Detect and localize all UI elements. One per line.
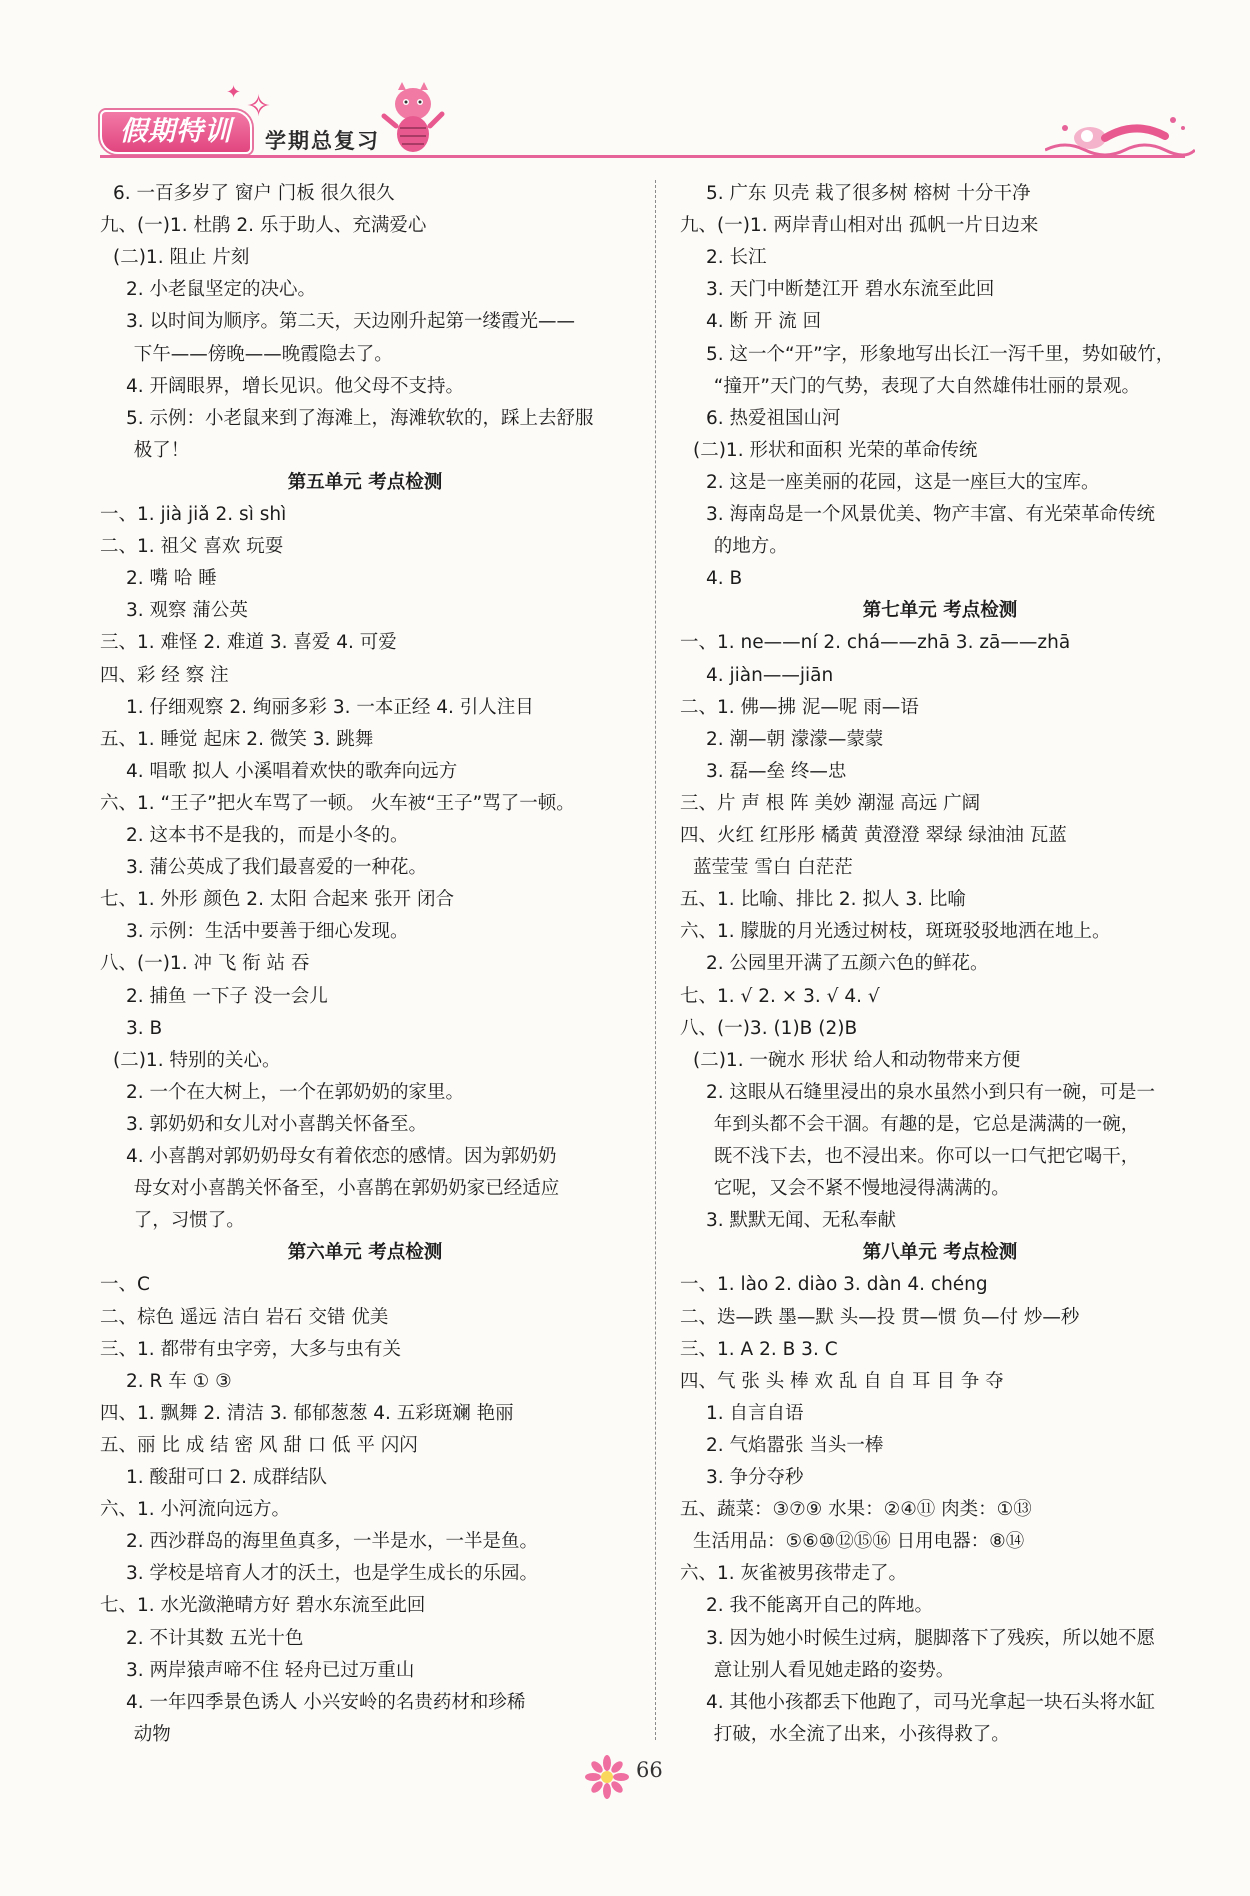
answer-line: 蓝莹莹 雪白 白茫茫 [693, 857, 853, 879]
answer-line: 2. 公园里开满了五颜六色的鲜花。 [706, 953, 989, 975]
answer-line: 3. 海南岛是一个风景优美、物产丰富、有光荣革命传统 [706, 504, 1156, 525]
answer-line: 母女对小喜鹊关怀备至，小喜鹊在郭奶奶家已经适应 [133, 1178, 560, 1200]
answer-line: 4. 开阔眼界，增长见识。他父母不支持。 [126, 375, 465, 397]
answer-line: 八、(一)3. (1)B (2)B [680, 1017, 858, 1039]
answer-line: 3. 磊—垒 终—忠 [706, 760, 847, 782]
answer-line: 2. R 车 ① ③ [126, 1370, 232, 1392]
answer-line: 二、1. 佛—拂 泥—呢 雨—语 [680, 696, 919, 718]
answer-line: 打破，水全流了出来，小孩得救了。 [713, 1723, 1010, 1745]
answer-line: 2. 潮—朝 濛濛—蒙蒙 [706, 728, 884, 750]
answer-line: 5. 示例：小老鼠来到了海滩上，海滩软软的，踩上去舒服 [126, 407, 594, 429]
page-number: 66 [636, 1758, 663, 1782]
swimmer-decoration-icon [1045, 110, 1195, 160]
answer-line: 3. 以时间为顺序。第二天，天边刚升起第一缕霞光—— [126, 311, 576, 333]
answer-line: 六、1. 灰雀被男孩带走了。 [680, 1563, 908, 1585]
section-heading: 第七单元 考点检测 [862, 600, 1018, 622]
answer-line: 四、火红 红彤彤 橘黄 黄澄澄 翠绿 绿油油 瓦蓝 [680, 825, 1067, 846]
answer-line: 五、丽 比 成 结 密 风 甜 口 低 平 闪闪 [100, 1434, 418, 1456]
star-icon: ✦ [226, 82, 242, 103]
answer-line: 二、棕色 遥远 洁白 岩石 交错 优美 [100, 1306, 389, 1328]
answer-line: 2. 气焰嚣张 当头一棒 [706, 1434, 884, 1456]
page-header [0, 0, 1250, 160]
answer-line: 4. 一年四季景色诱人 小兴安岭的名贵药材和珍稀 [126, 1691, 526, 1713]
answer-line: 它呢，又会不紧不慢地浸得满满的。 [713, 1178, 1010, 1200]
answer-line: 八、(一)1. 冲 飞 衔 站 吞 [100, 953, 310, 975]
logo-badge: 假期特训 [100, 110, 252, 154]
answer-line: 三、1. 难怪 2. 难道 3. 喜爱 4. 可爱 [100, 632, 397, 654]
answer-line: 九、(一)1. 两岸青山相对出 孤帆一片日边来 [680, 215, 1039, 237]
answer-line: 3. 默默无闻、无私奉献 [706, 1210, 897, 1232]
answer-line: 了，习惯了。 [133, 1210, 245, 1232]
answer-line: 三、1. 都带有虫字旁，大多与虫有关 [100, 1338, 402, 1360]
answer-line: 一、1. lào 2. diào 3. dàn 4. chéng [680, 1274, 988, 1296]
answer-line: 2. 这眼从石缝里浸出的泉水虽然小到只有一碗，可是一 [706, 1081, 1156, 1103]
section-heading: 第六单元 考点检测 [287, 1242, 443, 1264]
answer-line: 动物 [133, 1723, 171, 1745]
answer-line: 意让别人看见她走路的姿势。 [713, 1659, 955, 1681]
answer-line: 6. 热爱祖国山河 [706, 407, 841, 429]
answer-line: 2. 这本书不是我的，而是小冬的。 [126, 825, 409, 846]
answer-line: (二)1. 特别的关心。 [113, 1049, 281, 1071]
answer-line: 六、1. 朦胧的月光透过树枝，斑斑驳驳地洒在地上。 [680, 921, 1111, 943]
answer-line: 三、1. A 2. B 3. C [680, 1338, 838, 1360]
answer-line: 2. 小老鼠坚定的决心。 [126, 279, 317, 301]
answer-line: 2. 西沙群岛的海里鱼真多，一半是水，一半是鱼。 [126, 1531, 539, 1553]
answer-line: 4. jiàn——jiān [706, 664, 834, 686]
answer-line: 二、1. 祖父 喜欢 玩耍 [100, 536, 284, 558]
answer-line: 3. B [126, 1017, 163, 1039]
answer-line: 3. 示例：生活中要善于细心发现。 [126, 921, 409, 943]
answer-line: 四、彩 经 察 注 [100, 664, 229, 686]
answer-line: 4. 小喜鹊对郭奶奶母女有着依恋的感情。因为郭奶奶 [126, 1146, 557, 1167]
answer-line: 既不浅下去，也不浸出来。你可以一口气把它喝干， [713, 1146, 1140, 1167]
answer-line: 二、迭—跌 墨—默 头—投 贯—惯 负—付 炒—秒 [680, 1306, 1080, 1328]
answer-line: 下午——傍晚——晚霞隐去了。 [133, 343, 393, 365]
answer-line: (二)1. 阻止 片刻 [113, 247, 250, 269]
answer-line: 2. 长江 [706, 247, 767, 269]
answer-line: 2. 我不能离开自己的阵地。 [706, 1595, 934, 1617]
tiger-mascot-icon [378, 76, 448, 156]
answer-line: 1. 酸甜可口 2. 成群结队 [126, 1467, 327, 1488]
answer-line: 1. 仔细观察 2. 绚丽多彩 3. 一本正经 4. 引人注目 [126, 696, 534, 718]
answer-line: 4. B [706, 568, 743, 590]
answer-line: 2. 不计其数 五光十色 [126, 1627, 304, 1649]
answer-line: 七、1. 水光潋滟晴方好 碧水东流至此回 [100, 1595, 426, 1617]
answer-line: 3. 观察 蒲公英 [126, 600, 248, 622]
answer-line: 四、气 张 头 棒 欢 乱 自 自 耳 目 争 夺 [680, 1370, 1004, 1392]
answer-line: 3. 蒲公英成了我们最喜爱的一种花。 [126, 857, 428, 879]
answer-line: 五、1. 比喻、排比 2. 拟人 3. 比喻 [680, 889, 966, 911]
answer-line: 五、1. 睡觉 起床 2. 微笑 3. 跳舞 [100, 728, 374, 750]
answer-line: 4. 其他小孩都丢下他跑了，司马光拿起一块石头将水缸 [706, 1691, 1156, 1713]
answer-line: 2. 嘴 哈 睡 [126, 568, 217, 590]
page-subtitle: 学期总复习 [265, 129, 380, 153]
answer-line: 一、C [100, 1274, 150, 1296]
answer-line: 年到头都不会干涸。有趣的是，它总是满满的一碗， [713, 1113, 1140, 1135]
answer-line: 3. 两岸猿声啼不住 轻舟已过万重山 [126, 1659, 415, 1681]
answer-line: 3. 争分夺秒 [706, 1467, 804, 1488]
answer-line: 四、1. 飘舞 2. 清洁 3. 郁郁葱葱 4. 五彩斑斓 艳丽 [100, 1402, 514, 1424]
answer-line: 九、(一)1. 杜鹃 2. 乐于助人、充满爱心 [100, 215, 427, 237]
answer-line: 3. 学校是培育人才的沃土，也是学生成长的乐园。 [126, 1563, 539, 1585]
star-icon: ✧ [246, 89, 272, 124]
answer-line: (二)1. 一碗水 形状 给人和动物带来方便 [693, 1049, 1021, 1071]
answer-line: 3. 因为她小时候生过病，腿脚落下了残疾，所以她不愿 [706, 1627, 1156, 1649]
answer-line: 生活用品：⑤⑥⑩⑫⑮⑯ 日用电器：⑧⑭ [693, 1531, 1025, 1553]
answer-line: (二)1. 形状和面积 光荣的革命传统 [693, 439, 978, 461]
answer-line: 4. 唱歌 拟人 小溪唱着欢快的歌奔向远方 [126, 760, 458, 782]
answer-line: 一、1. jià jiǎ 2. sì shì [100, 504, 287, 525]
header-rule [100, 155, 1185, 158]
section-heading: 第五单元 考点检测 [287, 471, 443, 493]
answer-line: 六、1. “王子”把火车骂了一顿。 火车被“王子”骂了一顿。 [100, 792, 575, 814]
answer-line: 4. 断 开 流 回 [706, 311, 822, 333]
answer-line: 5. 广东 贝壳 栽了很多树 榕树 十分干净 [706, 183, 1031, 204]
answer-line: 七、1. 外形 颜色 2. 太阳 合起来 张开 闭合 [100, 889, 454, 911]
answer-line: 极了！ [133, 439, 190, 461]
answer-line: 2. 这是一座美丽的花园，这是一座巨大的宝库。 [706, 471, 1100, 493]
flower-icon [585, 1755, 629, 1799]
column-divider [655, 180, 656, 1740]
answer-line: 2. 捕鱼 一下子 没一会儿 [126, 985, 328, 1007]
answer-line: 五、蔬菜：③⑦⑨ 水果：②④⑪ 肉类：①⑬ [680, 1499, 1032, 1521]
answer-line: 七、1. √ 2. × 3. √ 4. √ [680, 985, 880, 1007]
answer-line: 3. 郭奶奶和女儿对小喜鹊关怀备至。 [126, 1113, 428, 1135]
answer-line: 六、1. 小河流向远方。 [100, 1499, 291, 1521]
answer-line: 的地方。 [713, 536, 788, 558]
answer-line: 6. 一百多岁了 窗户 门板 很久很久 [113, 183, 395, 204]
answer-line: 一、1. ne——ní 2. chá——zhā 3. zā——zhā [680, 632, 1071, 654]
answer-line: 三、片 声 根 阵 美妙 潮湿 高远 广阔 [680, 792, 981, 814]
answer-line: 5. 这一个“开”字，形象地写出长江一泻千里，势如破竹， [706, 343, 1175, 365]
answer-line: 2. 一个在大树上，一个在郭奶奶的家里。 [126, 1081, 465, 1103]
answer-line: 1. 自言自语 [706, 1402, 804, 1424]
answer-line: “撞开”天门的气势，表现了大自然雄伟壮丽的景观。 [713, 375, 1140, 397]
section-heading: 第八单元 考点检测 [862, 1242, 1018, 1264]
answer-line: 3. 天门中断楚江开 碧水东流至此回 [706, 279, 995, 301]
